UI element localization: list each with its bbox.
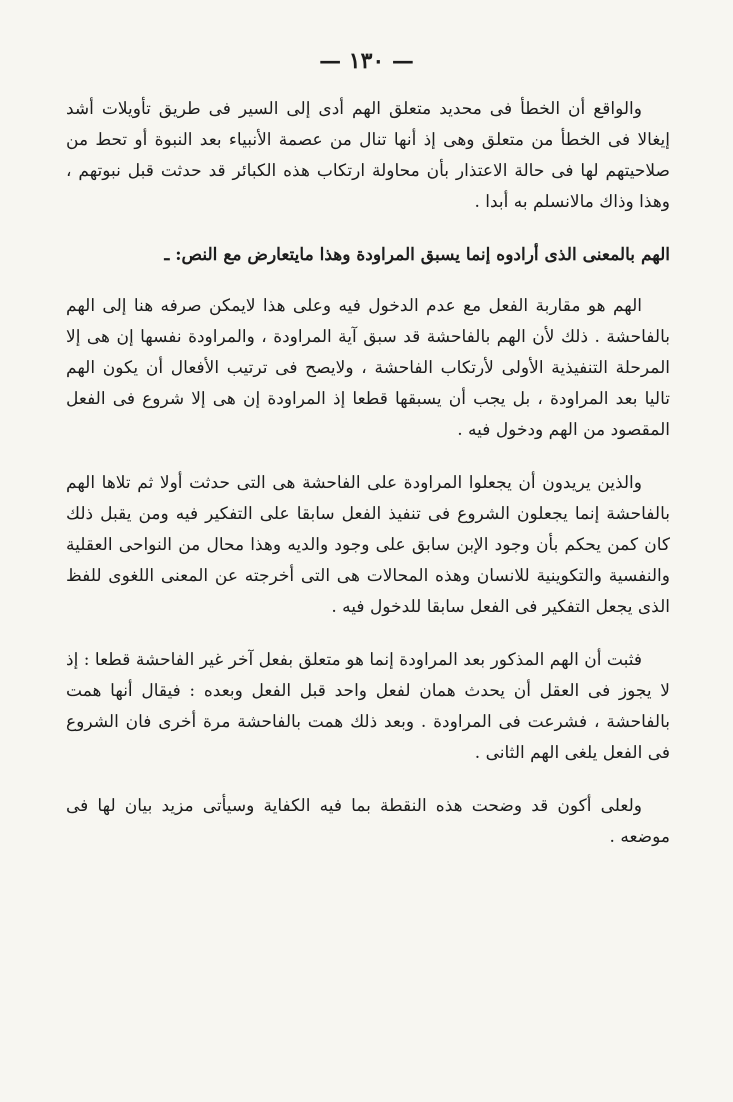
- paragraph-error-in-interpretation: والواقع أن الخطأ فى محديد متعلق الهم أدى إلى السير فى طريق تأويلات أشد إيغالا فى الخطأ من متعلق وهى إذ أنها تنال من عصمة الأنبياء بعد النبوة أو تحط من صلاحيتهم لها فى حالة الاعتذار بأن محاولة ارتكاب هذه الكبائر قد حدثت قبل نبوتهم ، وهذا وذاك مالانسلم به أبدا .: [66, 99, 670, 212]
- body-text: [66, 94, 670, 853]
- paragraph-conclusion: فثبت أن الهم المذكور بعد المراودة إنما هو متعلق بفعل آخر غير الفاحشة قطعا : إذ لا يجوز فى العقل أن يحدث همان لفعل واحد قبل الفعل وبعده : فيقال أنها همت بالفاحشة ، فشرعت فى المراودة . وبعد ذلك همت بالفاحشة مرة أخرى فان الشروع فى الفعل يلغى الهم الثانى .: [66, 650, 670, 763]
- page-number: — ١٣٠ —: [319, 48, 414, 74]
- paragraph-definition-of-hamm: الهم هو مقاربة الفعل مع عدم الدخول فيه وعلى هذا لايمكن صرفه هنا إلى الهم بالفاحشة . ذلك لأن الهم بالفاحشة قد سبق آية المراودة ، والمراودة نفسها إن هى إلا المرحلة التنفيذية الأولى لأرتكاب الفاحشة ، ولايصح فى ترتيب الأفعال أن يكون الهم تاليا بعد المراودة ، بل يجب أن يسبقها قطعا إذ المراودة إن هى إلا شروع فى الفعل المقصود من الهم ودخول فيه .: [66, 296, 670, 440]
- paragraph-order-of-acts: والذين يريدون أن يجعلوا المراودة على الفاحشة هى التى حدثت أولا ثم تلاها الهم بالفاحشة إنما يجعلون الشروع فى تنفيذ الفعل سابقا على التفكير فيه ومن يقبل ذلك كان كمن يحكم بأن وجود الإبن سابق على وجود والديه وهذا محال من النواحى العقلية والنفسية والتكوينية للانسان وهذه المحالات هى التى أخرجته عن المعنى اللغوى للفظ الذى يجعل التفكير فى الفعل سابقا للدخول فيه .: [66, 473, 670, 617]
- section-heading: الهم بالمعنى الذى أرادوه إنما يسبق المراودة وهذا مايتعارض مع النص: ـ: [164, 245, 670, 265]
- paragraph-closing-note: ولعلى أكون قد وضحت هذه النقطة بما فيه الكفاية وسيأتى مزيد بيان لها فى موضعه .: [66, 796, 670, 847]
